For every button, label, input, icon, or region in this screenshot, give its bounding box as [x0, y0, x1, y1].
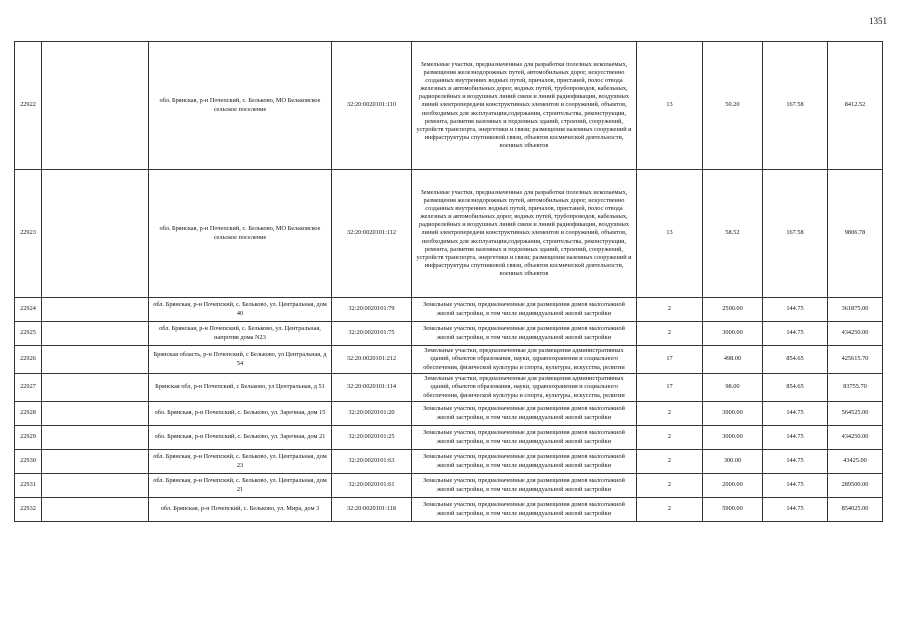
land-type-cell: Земельные участки, предназначенные для размещения домов малоэтажной жилой застройки, в том числе индивидуальной жилой застройки — [412, 298, 637, 322]
area-cell: 3900.00 — [703, 402, 763, 426]
vri-code-cell: 13 — [637, 42, 703, 170]
specific-value-cell: 144.75 — [763, 298, 828, 322]
cadastral-number-cell: 32:20:0020101:114 — [332, 374, 412, 402]
page-number: 1351 — [869, 16, 887, 26]
cadastral-value-cell: 361875.00 — [828, 298, 883, 322]
land-type-cell: Земельные участки, предназначенные для размещения домов малоэтажной жилой застройки, в том числе индивидуальной жилой застройки — [412, 498, 637, 522]
vri-code-cell: 2 — [637, 498, 703, 522]
vri-code-cell: 13 — [637, 170, 703, 298]
specific-value-cell: 144.75 — [763, 474, 828, 498]
area-cell: 3000.00 — [703, 426, 763, 450]
cadastral-number-cell: 32:20:0020101:61 — [332, 474, 412, 498]
row-number-cell: 22924 — [15, 298, 42, 322]
blank-cell — [42, 402, 149, 426]
land-type-cell: Земельные участки, предназначенные для разработки полезных ископаемых, размещения железнодорожных путей, автомобильных дорог, искусственно созданных внутренних водных путей, причалов, пристаней, полос отвода железных и автомобильных дорог, водных путей, трубопроводов, кабельных, радиорелейных и воздушных линий связи и линий радиофикации, воздушных линий электропередачи конструктивных элементов и сооружений, объектов, необходимых для эксплуатации,содержания, строительства, реконструкции, ремонта, развития наземных и подземных зданий, строений, сооружений, устройств транспорта, энергетики и связи; размещения наземных сооружений и инфраструктуры спутниковой связи, объектов космической деятельности, военных объектов — [412, 42, 637, 170]
area-cell: 498.00 — [703, 346, 763, 374]
vri-code-cell: 2 — [637, 298, 703, 322]
address-cell: Брянская область, р-н Почепский, с Бельково, ул Центральная, д 54 — [149, 346, 332, 374]
blank-cell — [42, 42, 149, 170]
vri-code-cell: 2 — [637, 426, 703, 450]
cadastral-number-cell: 32:20:0020101:75 — [332, 322, 412, 346]
area-cell: 50.20 — [703, 42, 763, 170]
cadastral-number-cell: 32:20:0020101:79 — [332, 298, 412, 322]
address-cell: обл. Брянская, р-н Почепский, с. Бельково, ул. Заречная, дом 21 — [149, 426, 332, 450]
address-cell: обл. Брянская, р-н Почепский, с. Бельково, ул. Центральная, дом 40 — [149, 298, 332, 322]
blank-cell — [42, 322, 149, 346]
area-cell: 58.52 — [703, 170, 763, 298]
land-type-cell: Земельные участки, предназначенные для разработки полезных ископаемых, размещения железнодорожных путей, автомобильных дорог, искусственно созданных внутренних водных путей, причалов, пристаней, полос отвода железных и автомобильных дорог, водных путей, трубопроводов, кабельных, радиорелейных и воздушных линий связи и линий радиофикации, воздушных линий электропередачи конструктивных элементов и сооружений, объектов, необходимых для эксплуатации,содержания, строительства, реконструкции, ремонта, развития наземных и подземных зданий, строений, сооружений, устройств транспорта, энергетики и связи; размещения наземных сооружений и инфраструктуры спутниковой связи, объектов космической деятельности, военных объектов — [412, 170, 637, 298]
specific-value-cell: 854.65 — [763, 346, 828, 374]
address-cell: обл. Брянская, р-н Почепский, с. Бельково, МО Бельковское сельское поселение — [149, 170, 332, 298]
area-cell: 3000.00 — [703, 322, 763, 346]
table-body — [15, 42, 883, 522]
table-row — [15, 374, 883, 402]
blank-cell — [42, 374, 149, 402]
row-number-cell: 22926 — [15, 346, 42, 374]
row-number-cell: 22932 — [15, 498, 42, 522]
blank-cell — [42, 426, 149, 450]
cadastral-number-cell: 32:20:0020101:20 — [332, 402, 412, 426]
blank-cell — [42, 298, 149, 322]
blank-cell — [42, 450, 149, 474]
specific-value-cell: 167.58 — [763, 42, 828, 170]
blank-cell — [42, 346, 149, 374]
row-number-cell: 22930 — [15, 450, 42, 474]
cadastral-value-table — [14, 41, 883, 522]
row-number-cell: 22929 — [15, 426, 42, 450]
land-type-cell: Земельные участки, предназначенные для размещения административных зданий, объектов образования, науки, здравоохранения и социального обеспечения, физической культуры и спорта, культуры, искусства, религии — [412, 374, 637, 402]
land-type-cell: Земельные участки, предназначенные для размещения административных зданий, объектов образования, науки, здравоохранения и социального обеспечения, физической культуры и спорта, культуры, искусства, религии — [412, 346, 637, 374]
specific-value-cell: 144.75 — [763, 402, 828, 426]
cadastral-number-cell: 32:20:0020101:110 — [332, 42, 412, 170]
area-cell: 2500.00 — [703, 298, 763, 322]
vri-code-cell: 17 — [637, 374, 703, 402]
row-number-cell: 22927 — [15, 374, 42, 402]
cadastral-value-cell: 43425.00 — [828, 450, 883, 474]
address-cell: обл. Брянская, р-н Почепский, с. Бельково, ул. Центральная, напротив дома N23 — [149, 322, 332, 346]
specific-value-cell: 854.65 — [763, 374, 828, 402]
specific-value-cell: 144.75 — [763, 498, 828, 522]
table-row — [15, 402, 883, 426]
land-type-cell: Земельные участки, предназначенные для размещения домов малоэтажной жилой застройки, в том числе индивидуальной жилой застройки — [412, 450, 637, 474]
table-row — [15, 170, 883, 298]
specific-value-cell: 144.75 — [763, 450, 828, 474]
area-cell: 98.00 — [703, 374, 763, 402]
specific-value-cell: 144.75 — [763, 426, 828, 450]
cadastral-number-cell: 32:20:0020101:118 — [332, 498, 412, 522]
vri-code-cell: 2 — [637, 322, 703, 346]
cadastral-value-cell: 564525.00 — [828, 402, 883, 426]
cadastral-number-cell: 32:20:0020101:25 — [332, 426, 412, 450]
cadastral-value-cell: 434250.00 — [828, 322, 883, 346]
address-cell: обл. Брянская, р-н Почепский, с. Бельково, ул. Мира, дом 3 — [149, 498, 332, 522]
row-number-cell: 22931 — [15, 474, 42, 498]
table-row — [15, 42, 883, 170]
table-row — [15, 450, 883, 474]
row-number-cell: 22928 — [15, 402, 42, 426]
cadastral-value-cell: 83755.70 — [828, 374, 883, 402]
row-number-cell: 22922 — [15, 42, 42, 170]
address-cell: обл. Брянская, р-н Почепский, с. Бельково, ул. Центральная, дом 23 — [149, 450, 332, 474]
specific-value-cell: 144.75 — [763, 322, 828, 346]
address-cell: обл. Брянская, р-н Почепский, с. Бельково, ул. Центральная, дом 21 — [149, 474, 332, 498]
specific-value-cell: 167.58 — [763, 170, 828, 298]
table-row — [15, 426, 883, 450]
cadastral-number-cell: 32:20:0020101:212 — [332, 346, 412, 374]
row-number-cell: 22925 — [15, 322, 42, 346]
row-number-cell: 22923 — [15, 170, 42, 298]
land-type-cell: Земельные участки, предназначенные для размещения домов малоэтажной жилой застройки, в том числе индивидуальной жилой застройки — [412, 426, 637, 450]
blank-cell — [42, 498, 149, 522]
cadastral-value-cell: 434250.00 — [828, 426, 883, 450]
cadastral-value-cell: 425615.70 — [828, 346, 883, 374]
address-cell: Брянская обл, р-н Почепский, с Бельково, ул Центральная, д 51 — [149, 374, 332, 402]
cadastral-value-cell: 854025.00 — [828, 498, 883, 522]
table-row — [15, 346, 883, 374]
land-type-cell: Земельные участки, предназначенные для размещения домов малоэтажной жилой застройки, в том числе индивидуальной жилой застройки — [412, 474, 637, 498]
address-cell: обл. Брянская, р-н Почепский, с. Бельково, МО Бельковское сельское поселение — [149, 42, 332, 170]
area-cell: 5900.00 — [703, 498, 763, 522]
area-cell: 300.00 — [703, 450, 763, 474]
table-row — [15, 474, 883, 498]
vri-code-cell: 2 — [637, 474, 703, 498]
blank-cell — [42, 170, 149, 298]
vri-code-cell: 2 — [637, 402, 703, 426]
area-cell: 2000.00 — [703, 474, 763, 498]
table-row — [15, 498, 883, 522]
land-type-cell: Земельные участки, предназначенные для размещения домов малоэтажной жилой застройки, в том числе индивидуальной жилой застройки — [412, 402, 637, 426]
land-type-cell: Земельные участки, предназначенные для размещения домов малоэтажной жилой застройки, в том числе индивидуальной жилой застройки — [412, 322, 637, 346]
cadastral-value-cell: 9806.78 — [828, 170, 883, 298]
table-row — [15, 322, 883, 346]
cadastral-number-cell: 32:20:0020101:63 — [332, 450, 412, 474]
vri-code-cell: 17 — [637, 346, 703, 374]
cadastral-value-cell: 8412.52 — [828, 42, 883, 170]
cadastral-number-cell: 32:20:0020101:112 — [332, 170, 412, 298]
cadastral-value-cell: 289500.00 — [828, 474, 883, 498]
table-row — [15, 298, 883, 322]
vri-code-cell: 2 — [637, 450, 703, 474]
address-cell: обл. Брянская, р-н Почепский, с. Бельково, ул. Заречная, дом 15 — [149, 402, 332, 426]
blank-cell — [42, 474, 149, 498]
